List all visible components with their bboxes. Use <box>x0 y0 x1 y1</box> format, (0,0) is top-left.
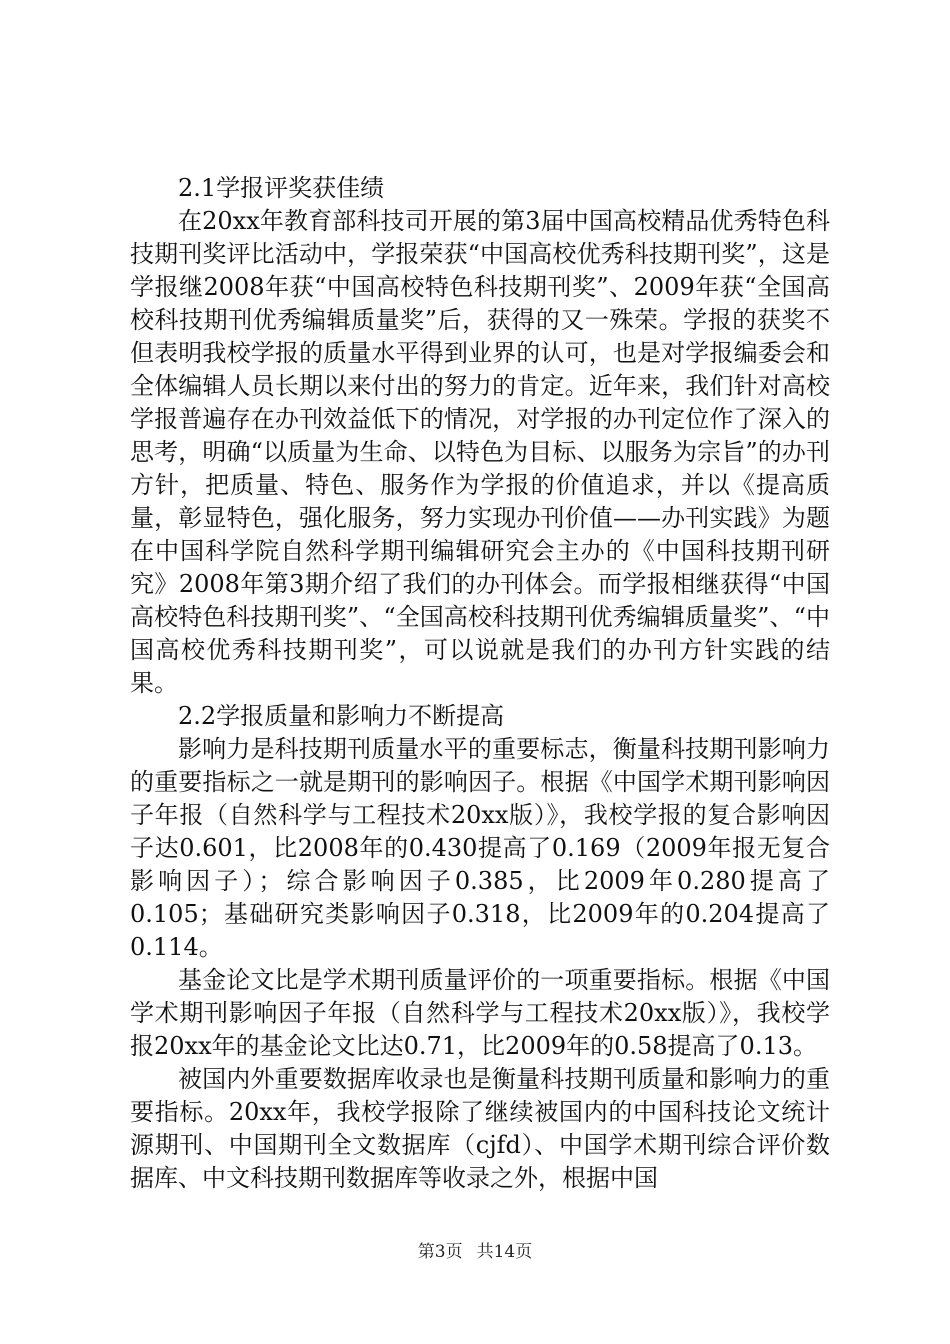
page-footer <box>0 1241 950 1263</box>
section-heading: 2.2学报质量和影响力不断提高 <box>178 702 505 730</box>
page-number: 第3页 <box>417 1242 463 1262</box>
paragraph: 被国内外重要数据库收录也是衡量科技期刊质量和影响力的重要指标。20xx年，我校学报除了继续被国内的中国科技论文统计源期刊、中国期刊全文数据库（cjfd）、中国学术期刊综合评价数据库、中文科技期刊数据库等收录之外，根据中国 <box>130 1065 830 1192</box>
section-heading: 2.1学报评奖获佳绩 <box>178 174 385 202</box>
document-page <box>130 172 830 1195</box>
paragraph: 基金论文比是学术期刊质量评价的一项重要指标。根据《中国学术期刊影响因子年报（自然科学与工程技术20xx版）》，我校学报20xx年的基金论文比达0.71，比2009年的0.58提高了0.13。 <box>130 966 830 1060</box>
section-2-1 <box>130 172 830 700</box>
paragraph: 影响力是科技期刊质量水平的重要标志，衡量科技期刊影响力的重要指标之一就是期刊的影响因子。根据《中国学术期刊影响因子年报（自然科学与工程技术20xx版）》，我校学报的复合影响因子达0.601，比2008年的0.430提高了0.169（2009年报无复合影响因子）；综合影响因子0.385，比2009年0.280提高了0.105；基础研究类影响因子0.318，比2009年的0.204提高了0.114。 <box>130 735 830 961</box>
section-2-2 <box>130 700 830 1195</box>
paragraph: 在20xx年教育部科技司开展的第3届中国高校精品优秀特色科技期刊奖评比活动中，学报荣获“中国高校优秀科技期刊奖”，这是学报继2008年获“中国高校特色科技期刊奖”、2009年获“全国高校科技期刊优秀编辑质量奖”后，获得的又一殊荣。学报的获奖不但表明我校学报的质量水平得到业界的认可，也是对学报编委会和全体编辑人员长期以来付出的努力的肯定。近年来，我们针对高校学报普遍存在办刊效益低下的情况，对学报的办刊定位作了深入的思考，明确“以质量为生命、以特色为目标、以服务为宗旨”的办刊方针，把质量、特色、服务作为学报的价值追求，并以《提高质量，彰显特色，强化服务，努力实现办刊价值——办刊实践》为题在中国科学院自然科学期刊编辑研究会主办的《中国科技期刊研究》2008年第3期介绍了我们的办刊体会。而学报相继获得“中国高校特色科技期刊奖”、“全国高校科技期刊优秀编辑质量奖”、“中国高校优秀科技期刊奖”，可以说就是我们的办刊方针实践的结果。 <box>130 207 830 697</box>
page-total: 共14页 <box>476 1242 533 1262</box>
